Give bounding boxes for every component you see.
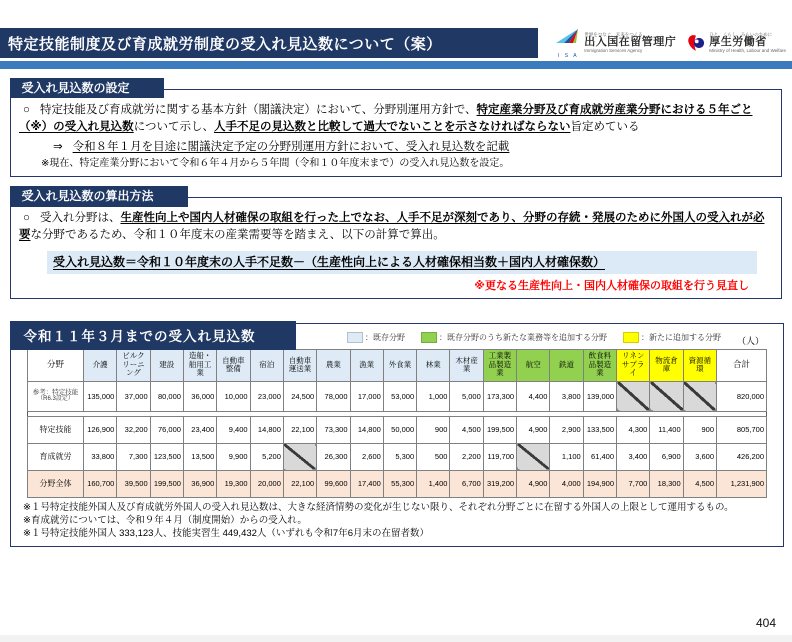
value-cell: 20,000 xyxy=(250,470,283,497)
footnotes xyxy=(23,501,773,540)
value-cell: 36,900 xyxy=(183,470,216,497)
column-header: 造船・舶用工業 xyxy=(183,349,216,381)
isa-name: 出入国在留管理庁 xyxy=(584,36,677,49)
legend-row xyxy=(347,329,763,347)
value-cell: 7,700 xyxy=(617,470,650,497)
value-cell: 173,300 xyxy=(483,381,516,411)
isa-name-en: Immigration Services Agency xyxy=(584,47,643,53)
value-cell: 4,000 xyxy=(550,470,583,497)
setting-arrow-line xyxy=(53,139,771,156)
value-cell: 820,000 xyxy=(717,381,767,411)
value-cell: 123,500 xyxy=(150,443,183,470)
value-cell: 50,000 xyxy=(383,416,416,443)
column-header: 林業 xyxy=(417,349,450,381)
value-cell: 80,000 xyxy=(150,381,183,411)
setting-note: ※現在、特定産業分野において令和６年４月から５年間（令和１０年度末まで）の受入れ見込数を設定。 xyxy=(41,158,510,170)
value-cell: 22,100 xyxy=(283,416,316,443)
value-cell: 17,400 xyxy=(350,470,383,497)
forecast-table xyxy=(27,349,767,498)
circle-bullet: ○ xyxy=(23,104,30,116)
section-calculation xyxy=(10,189,782,299)
section-calculation-header: 受入れ見込数の算出方法 xyxy=(10,186,188,206)
column-header: ビルクリーニング xyxy=(117,349,150,381)
column-header: 農業 xyxy=(317,349,350,381)
column-header: 自動車運送業 xyxy=(283,349,316,381)
column-header: 漁業 xyxy=(350,349,383,381)
value-cell: 2,200 xyxy=(450,443,483,470)
legend-swatch xyxy=(421,332,437,343)
column-header: 建設 xyxy=(150,349,183,381)
row-label: 特定技能 xyxy=(28,416,84,443)
value-cell: 37,000 xyxy=(117,381,150,411)
value-cell: 4,500 xyxy=(683,470,716,497)
value-cell: 23,400 xyxy=(183,416,216,443)
column-header: 自動車整備 xyxy=(217,349,250,381)
value-cell: 2,600 xyxy=(350,443,383,470)
value-cell: 199,500 xyxy=(150,470,183,497)
legend-swatch xyxy=(347,332,363,343)
hatched-cell xyxy=(650,381,683,411)
legend-label: ：既存分野 xyxy=(365,333,405,343)
column-header: 分野 xyxy=(28,349,84,381)
table-row xyxy=(28,470,767,497)
value-cell: 99,600 xyxy=(317,470,350,497)
value-cell: 78,000 xyxy=(317,381,350,411)
value-cell: 6,700 xyxy=(450,470,483,497)
value-cell: 5,000 xyxy=(450,381,483,411)
isa-logo-mark-wrap xyxy=(555,28,581,59)
value-cell: 5,300 xyxy=(383,443,416,470)
hatched-cell xyxy=(517,443,550,470)
page-title: 特定技能制度及び育成就労制度の受入れ見込数について（案） xyxy=(8,35,442,53)
value-cell: 1,400 xyxy=(417,470,450,497)
value-cell: 500 xyxy=(417,443,450,470)
value-cell: 199,500 xyxy=(483,416,516,443)
column-header: 物流倉庫 xyxy=(650,349,683,381)
section-forecast xyxy=(10,323,784,547)
row-label: 育成就労 xyxy=(28,443,84,470)
row-label: 参考：特定技能 （R6.3設定） xyxy=(28,381,84,411)
value-cell: 19,300 xyxy=(217,470,250,497)
value-cell: 53,000 xyxy=(383,381,416,411)
value-cell: 55,300 xyxy=(383,470,416,497)
value-cell: 6,900 xyxy=(650,443,683,470)
value-cell: 139,000 xyxy=(583,381,616,411)
value-cell: 133,500 xyxy=(583,416,616,443)
table-header-row xyxy=(28,349,767,381)
setting-arrow-text: 令和８年１月を目途に閣議決定予定の分野別運用方針において、受入れ見込数を記載 xyxy=(72,140,510,153)
value-cell: 1,100 xyxy=(550,443,583,470)
value-cell: 2,900 xyxy=(550,416,583,443)
footnote: ※１号特定技能外国人及び育成就労外国人の受入れ見込数は、大きな経済情勢の変化が生じない限り、それぞれ分野ごとに在留する外国人の上限として運用するもの。 xyxy=(23,501,734,513)
value-cell: 900 xyxy=(417,416,450,443)
setting-text-2: 特定産業分野及び育成就労産業分野における５年ごと（※）の受入れ見込数 xyxy=(19,104,753,134)
unit-label: （人） xyxy=(737,335,765,346)
page-number: 404 xyxy=(755,616,776,630)
setting-text-1: 特定技能及び育成就労に関する基本方針（閣議決定）において、分野別運用方針で、 xyxy=(39,104,477,116)
column-header: 介護 xyxy=(84,349,117,381)
value-cell: 24,500 xyxy=(283,381,316,411)
mhlw-logo-texts xyxy=(709,33,786,54)
mhlw-emblem-icon xyxy=(686,33,706,53)
column-header: 合計 xyxy=(717,349,767,381)
calc-text-2: 生産性向上や国内人材確保の取組を行った上でなお、人手不足が深刻であり、分野の存続・発展のために外国人の受入れが必要 xyxy=(19,212,765,242)
isa-logo xyxy=(555,28,676,59)
row-label: 分野全体 xyxy=(28,470,84,497)
value-cell: 1,000 xyxy=(417,381,450,411)
legend-swatch xyxy=(623,332,639,343)
column-header: 航空 xyxy=(517,349,550,381)
footnote: ※育成就労については、令和９年４月（制度開始）からの受入れ。 xyxy=(23,514,307,526)
isa-logo-texts xyxy=(584,33,676,54)
mhlw-tagline: ひと、くらし、みらいのために xyxy=(709,31,773,37)
value-cell: 4,900 xyxy=(517,416,550,443)
hatched-cell xyxy=(683,381,716,411)
value-cell: 61,400 xyxy=(583,443,616,470)
formula-text: 受入れ見込数＝令和１０年度末の人手不足数－（生産性向上による人材確保相当数＋国内人材確保数） xyxy=(53,254,606,269)
value-cell: 33,800 xyxy=(84,443,117,470)
calc-text-3: な分野であるため、令和１０年度末の産業需要等を踏まえ、以下の計算で算出。 xyxy=(30,229,445,242)
column-header: 宿泊 xyxy=(250,349,283,381)
value-cell: 14,800 xyxy=(350,416,383,443)
hatched-cell xyxy=(283,443,316,470)
legend-item xyxy=(623,332,721,343)
logo-area xyxy=(538,28,792,58)
value-cell: 17,000 xyxy=(350,381,383,411)
legend-item xyxy=(421,332,607,343)
value-cell: 11,400 xyxy=(650,416,683,443)
table-row xyxy=(28,443,767,470)
setting-text-3: について示し、 xyxy=(133,121,214,134)
value-cell: 36,000 xyxy=(183,381,216,411)
setting-text-4: 人手不足の見込数と比較して過大でないことを示さなければならない xyxy=(213,121,571,134)
value-cell: 7,300 xyxy=(117,443,150,470)
value-cell: 9,400 xyxy=(217,416,250,443)
value-cell: 126,900 xyxy=(84,416,117,443)
bottom-strip xyxy=(0,635,792,642)
setting-paragraph xyxy=(19,102,771,137)
value-cell: 1,231,900 xyxy=(717,470,767,497)
value-cell: 4,300 xyxy=(617,416,650,443)
mhlw-logo xyxy=(686,33,786,54)
legend-item xyxy=(347,332,405,343)
value-cell: 4,400 xyxy=(517,381,550,411)
value-cell: 3,400 xyxy=(617,443,650,470)
column-header: 木材産業 xyxy=(450,349,483,381)
calc-text-1: 受入れ分野は、 xyxy=(39,212,121,225)
formula-highlight xyxy=(47,251,757,274)
column-header: 資源循環 xyxy=(683,349,716,381)
value-cell: 119,700 xyxy=(483,443,516,470)
title-bar xyxy=(0,28,792,58)
legend-label: ：既存分野のうち新たな業務等を追加する分野 xyxy=(439,333,607,343)
value-cell: 10,000 xyxy=(217,381,250,411)
revision-note: ※更なる生産性向上・国内人材確保の取組を行う見直し xyxy=(474,279,749,292)
column-header: 外食業 xyxy=(383,349,416,381)
value-cell: 3,800 xyxy=(550,381,583,411)
mhlw-name: 厚生労働省 xyxy=(709,36,767,49)
accent-stripe xyxy=(0,61,792,69)
section-setting xyxy=(10,81,782,177)
value-cell: 39,500 xyxy=(117,470,150,497)
value-cell: 135,000 xyxy=(84,381,117,411)
calculation-paragraph xyxy=(19,210,771,245)
value-cell: 73,300 xyxy=(317,416,350,443)
value-cell: 4,500 xyxy=(450,416,483,443)
column-header: 工業製品製造業 xyxy=(483,349,516,381)
value-cell: 22,100 xyxy=(283,470,316,497)
table-row xyxy=(28,416,767,443)
value-cell: 805,700 xyxy=(717,416,767,443)
section-setting-header: 受入れ見込数の設定 xyxy=(10,78,164,98)
circle-bullet: ○ xyxy=(23,212,30,225)
value-cell: 13,500 xyxy=(183,443,216,470)
value-cell: 18,300 xyxy=(650,470,683,497)
value-cell: 3,600 xyxy=(683,443,716,470)
value-cell: 23,000 xyxy=(250,381,283,411)
section-forecast-header: 令和１１年３月までの受入れ見込数 xyxy=(10,321,296,350)
column-header: 飲食料品製造業 xyxy=(583,349,616,381)
table-row xyxy=(28,381,767,411)
arrow-icon: ⇒ xyxy=(53,140,63,153)
value-cell: 426,200 xyxy=(717,443,767,470)
value-cell: 26,300 xyxy=(317,443,350,470)
isa-tagline: 世界をつなぐ、未来をつくる。 xyxy=(584,31,648,37)
hatched-cell xyxy=(617,381,650,411)
legend-label: ：新たに追加する分野 xyxy=(641,333,721,343)
setting-text-5: 旨定めている xyxy=(570,121,640,134)
footnote: ※１号特定技能外国人 333,123人、技能実習生 449,432人（いずれも令和7年6月末の在留者数） xyxy=(23,527,429,539)
value-cell: 160,700 xyxy=(84,470,117,497)
value-cell: 319,200 xyxy=(483,470,516,497)
column-header: 鉄道 xyxy=(550,349,583,381)
value-cell: 5,200 xyxy=(250,443,283,470)
value-cell: 9,900 xyxy=(217,443,250,470)
value-cell: 4,900 xyxy=(517,470,550,497)
title-bar-navy xyxy=(0,28,538,58)
value-cell: 32,200 xyxy=(117,416,150,443)
value-cell: 76,000 xyxy=(150,416,183,443)
value-cell: 194,900 xyxy=(583,470,616,497)
column-header: リネンサプライ xyxy=(617,349,650,381)
value-cell: 900 xyxy=(683,416,716,443)
paper-plane-icon xyxy=(555,28,581,48)
value-cell: 14,800 xyxy=(250,416,283,443)
isa-letters: I S A xyxy=(558,52,579,59)
mhlw-name-en: Ministry of Health, Labour and Welfare xyxy=(709,47,786,53)
